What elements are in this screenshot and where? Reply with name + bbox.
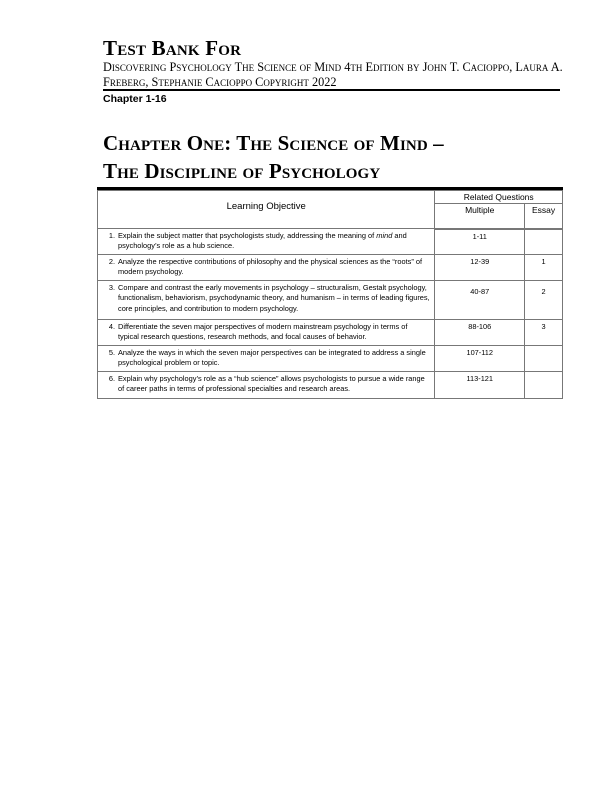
table-header-row — [98, 191, 563, 204]
table-row — [98, 255, 563, 281]
objective-number: 4. — [108, 322, 115, 331]
table-row — [98, 281, 563, 320]
objective-cell — [98, 320, 435, 346]
objective-cell — [98, 255, 435, 281]
learning-objectives-table — [97, 190, 563, 399]
multiple-choice-range: 1-11 — [435, 229, 525, 255]
chapter-range: Chapter 1-16 — [103, 93, 167, 105]
objective-cell — [98, 346, 435, 372]
objective-text: Compare and contrast the early movements in psychology – structuralism, Gestalt psychology, functionalism, behaviorism, psychodynamic theory, and humanism – in terms of leading figures, core principles, and contribution to modern psychology. — [118, 283, 430, 313]
chapter-heading — [103, 129, 563, 185]
objective-number: 6. — [108, 374, 115, 383]
header-rule — [103, 89, 560, 91]
essay-number — [525, 372, 563, 399]
objective-text: Analyze the ways in which the seven major perspectives can be integrated to address a single psychological problem or topic. — [118, 348, 426, 368]
table-row — [98, 320, 563, 346]
multiple-choice-range: 12-39 — [435, 255, 525, 281]
table-row — [98, 372, 563, 399]
book-citation: Discovering Psychology The Science of Mind 4th Edition by John T. Cacioppo, Laura A. Freberg, Stephanie Cacioppo Copyright 2022 — [103, 60, 563, 89]
multiple-choice-range: 107-112 — [435, 346, 525, 372]
table-row — [98, 229, 563, 255]
objective-number: 2. — [108, 257, 115, 266]
header-related-questions: Related Questions — [435, 191, 563, 204]
objective-number: 5. — [108, 348, 115, 357]
objective-text: Analyze the respective contributions of philosophy and the physical sciences as the “roots” of modern psychology. — [118, 257, 423, 277]
chapter-heading-line-2: The Discipline of Psychology — [103, 159, 381, 183]
multiple-choice-range: 40-87 — [435, 281, 525, 320]
header-learning-objective: Learning Objective — [98, 191, 435, 229]
document-title: Test Bank For — [103, 36, 242, 60]
essay-number: 2 — [525, 281, 563, 320]
objective-cell — [98, 372, 435, 399]
header-multiple: Multiple — [435, 204, 525, 229]
header-essay: Essay — [525, 204, 563, 229]
multiple-choice-range: 88-106 — [435, 320, 525, 346]
essay-number: 3 — [525, 320, 563, 346]
table-row — [98, 346, 563, 372]
objective-text: Explain the subject matter that psychologists study, addressing the meaning of mind and psychology’s role as a hub science. — [118, 231, 407, 251]
essay-number: 1 — [525, 255, 563, 281]
objective-number: 1. — [108, 231, 115, 240]
multiple-choice-range: 113-121 — [435, 372, 525, 399]
objective-cell — [98, 229, 435, 255]
chapter-heading-line-1: Chapter One: The Science of Mind – — [103, 131, 444, 155]
essay-number — [525, 229, 563, 255]
objective-number: 3. — [108, 283, 115, 292]
objective-cell — [98, 281, 435, 320]
essay-number — [525, 346, 563, 372]
objective-text: Differentiate the seven major perspectives of modern mainstream psychology in terms of typical research questions, research methods, and focal causes of behavior. — [118, 322, 408, 342]
objective-text: Explain why psychology’s role as a “hub science” allows psychologists to pursue a wide range of career paths in terms of professional specialties and research areas. — [118, 374, 425, 394]
